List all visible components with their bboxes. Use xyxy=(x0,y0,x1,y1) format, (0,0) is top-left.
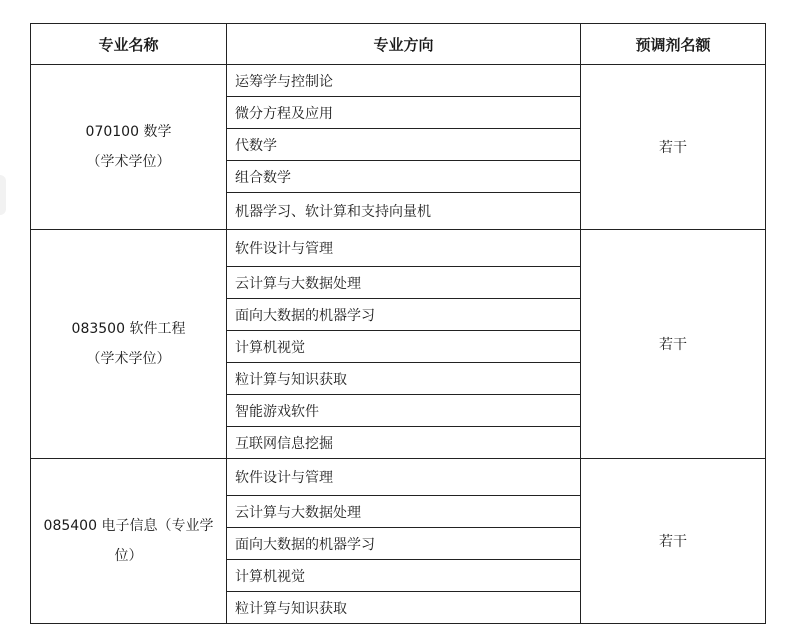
major-cell-electronic xyxy=(31,459,227,624)
direction-cell: 机器学习、软计算和支持向量机 xyxy=(227,193,581,230)
header-row xyxy=(31,24,766,65)
direction-cell: 粒计算与知识获取 xyxy=(227,363,581,395)
direction-cell: 软件设计与管理 xyxy=(227,459,581,496)
major-degree: （学术学位） xyxy=(86,351,171,367)
table-row xyxy=(31,65,766,97)
adjustment-table xyxy=(30,23,766,624)
quota-cell: 若干 xyxy=(581,459,766,624)
direction-cell: 智能游戏软件 xyxy=(227,395,581,427)
direction-cell: 云计算与大数据处理 xyxy=(227,267,581,299)
direction-cell: 微分方程及应用 xyxy=(227,97,581,129)
direction-cell: 互联网信息挖掘 xyxy=(227,427,581,459)
quota-cell: 若干 xyxy=(581,230,766,459)
direction-cell: 云计算与大数据处理 xyxy=(227,496,581,528)
direction-cell: 软件设计与管理 xyxy=(227,230,581,267)
major-name: 070100 数学 xyxy=(85,124,172,140)
header-major: 专业名称 xyxy=(31,24,227,65)
table-row xyxy=(31,230,766,267)
direction-cell: 运筹学与控制论 xyxy=(227,65,581,97)
scroll-edge-marker xyxy=(0,175,6,215)
direction-cell: 计算机视觉 xyxy=(227,331,581,363)
major-name-line1: 085400 电子信息（专业学 xyxy=(43,518,214,534)
major-name-line2: 位） xyxy=(114,548,143,564)
direction-cell: 代数学 xyxy=(227,129,581,161)
direction-cell: 组合数学 xyxy=(227,161,581,193)
quota-cell: 若干 xyxy=(581,65,766,230)
direction-cell: 粒计算与知识获取 xyxy=(227,592,581,624)
table-row xyxy=(31,459,766,496)
header-quota: 预调剂名额 xyxy=(581,24,766,65)
major-cell-software xyxy=(31,230,227,459)
major-degree: （学术学位） xyxy=(86,154,171,170)
direction-cell: 面向大数据的机器学习 xyxy=(227,299,581,331)
major-cell-math xyxy=(31,65,227,230)
header-direction: 专业方向 xyxy=(227,24,581,65)
direction-cell: 计算机视觉 xyxy=(227,560,581,592)
direction-cell: 面向大数据的机器学习 xyxy=(227,528,581,560)
major-name: 083500 软件工程 xyxy=(71,321,186,337)
